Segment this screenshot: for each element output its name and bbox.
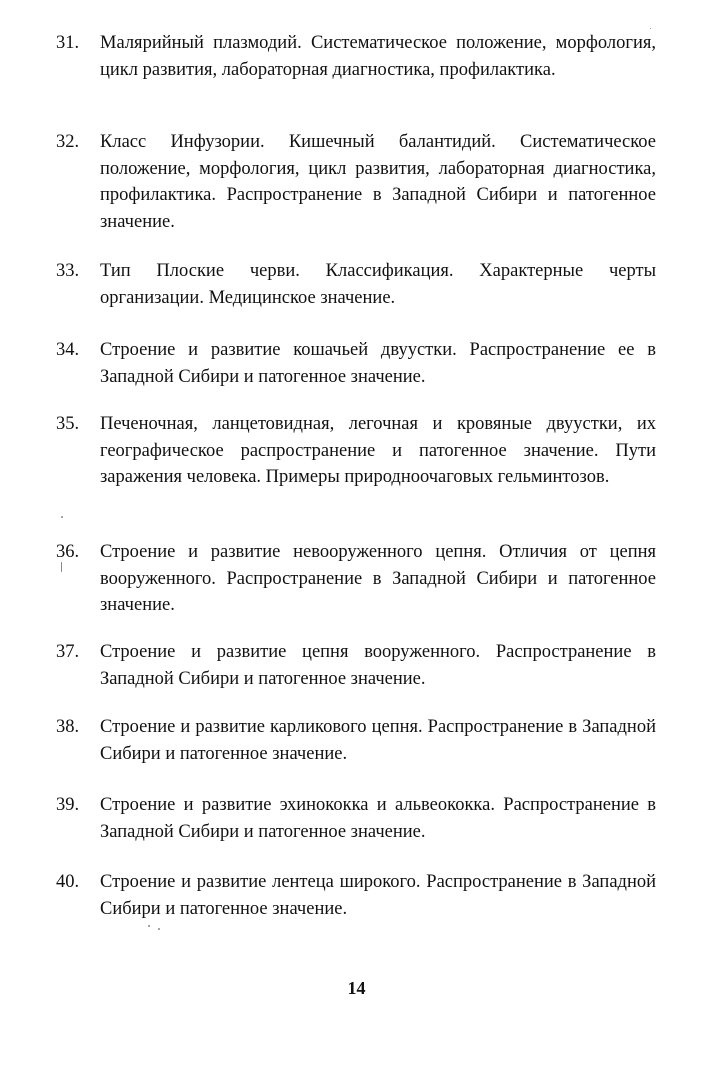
- item-number: 38.: [56, 717, 80, 737]
- page-number: 14: [347, 978, 366, 998]
- item-number: 36.: [56, 542, 80, 562]
- item-number: 34.: [56, 340, 80, 360]
- scan-speck: [148, 925, 150, 927]
- item-text: Строение и развитие карликового цепня. Распространение в Западной Сибири и патогенное значение.: [100, 717, 656, 764]
- item-number: 39.: [56, 795, 80, 815]
- item-text: Тип Плоские черви. Классификация. Характерные черты организации. Медицинское значение.: [100, 261, 656, 308]
- list-item: [56, 792, 656, 845]
- scan-speck: [61, 562, 62, 572]
- list-item: [56, 129, 656, 235]
- item-number: 40.: [56, 872, 80, 892]
- scan-speck: [61, 516, 63, 518]
- item-number: 35.: [56, 414, 80, 434]
- item-text: Строение и развитие кошачьей двуустки. Распространение ее в Западной Сибири и патогенное значение.: [100, 340, 656, 387]
- list-item: [56, 639, 656, 692]
- item-text: Малярийный плазмодий. Систематическое положение, морфология, цикл развития, лабораторная диагностика, профилактика.: [100, 33, 656, 80]
- scan-speck: [650, 28, 651, 29]
- item-number: 37.: [56, 642, 80, 662]
- item-text: Класс Инфузории. Кишечный балантидий. Систематическое положение, морфология, цикл развития, лабораторная диагностика, профилактика. Распространение в Западной Сибири и патогенное значение.: [100, 132, 656, 232]
- item-text: Печеночная, ланцетовидная, легочная и кровяные двуустки, их географическое распространение и патогенное значение. Пути заражения человека. Примеры природноочаговых гельминтозов.: [100, 414, 656, 487]
- item-number: 31.: [56, 33, 80, 53]
- list-item: [56, 258, 656, 311]
- item-text: Строение и развитие эхинококка и альвеококка. Распространение в Западной Сибири и патогенное значение.: [100, 795, 656, 842]
- item-number: 33.: [56, 261, 80, 281]
- item-text: Строение и развитие лентеца широкого. Распространение в Западной Сибири и патогенное значение.: [100, 872, 656, 919]
- list-item: [56, 337, 656, 390]
- scan-speck: [158, 928, 160, 930]
- list-item: [56, 30, 656, 83]
- list-item: [56, 714, 656, 767]
- list-item: [56, 869, 656, 922]
- item-number: 32.: [56, 132, 80, 152]
- list-item: [56, 411, 656, 491]
- item-text: Строение и развитие невооруженного цепня. Отличия от цепня вооруженного. Распространение в Западной Сибири и патогенное значение.: [100, 542, 656, 615]
- item-text: Строение и развитие цепня вооруженного. Распространение в Западной Сибири и патогенное значение.: [100, 642, 656, 689]
- list-item: [56, 539, 656, 619]
